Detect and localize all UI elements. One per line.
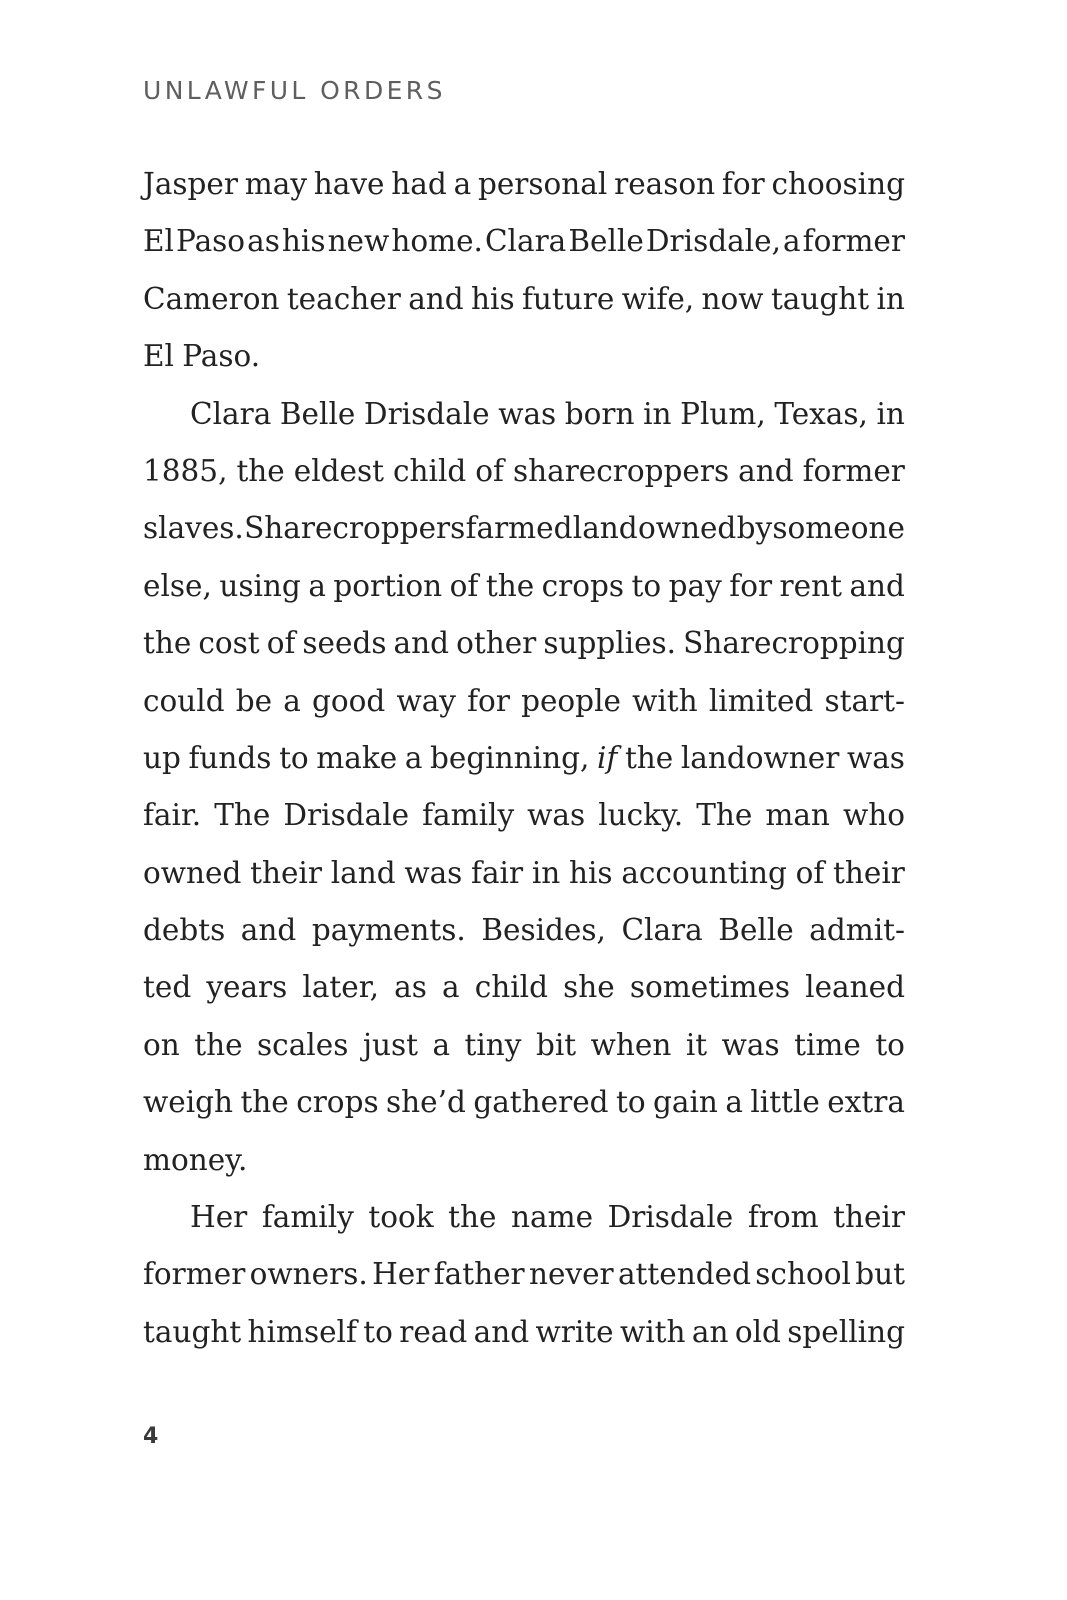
word: was <box>404 855 463 890</box>
word: Besides, <box>481 913 606 948</box>
word: the <box>236 453 285 488</box>
word: scales <box>257 1027 349 1062</box>
word: crops <box>296 1085 379 1120</box>
word: it <box>685 1027 708 1062</box>
word: Sharecropping <box>683 626 905 661</box>
word: land <box>330 855 396 890</box>
word: 1885, <box>143 453 228 488</box>
word: she <box>563 970 615 1005</box>
word: choosing <box>771 167 905 201</box>
word: read <box>399 1314 468 1349</box>
word: and <box>738 453 794 488</box>
word: wife, <box>621 281 695 316</box>
word: by <box>736 511 773 546</box>
word: their <box>833 1200 905 1235</box>
word: Jasper <box>143 167 238 201</box>
word: people <box>521 683 621 718</box>
word: The <box>214 798 271 833</box>
word: a <box>441 970 460 1005</box>
word: in <box>876 281 905 316</box>
text-line <box>143 615 905 672</box>
word: good <box>312 683 386 718</box>
word: a <box>453 167 472 201</box>
word: former <box>143 1257 246 1292</box>
word: was <box>721 1027 780 1062</box>
word: Clara <box>621 913 703 948</box>
word: a <box>783 224 801 259</box>
word: the <box>194 1027 243 1062</box>
word: taught <box>143 1314 242 1349</box>
word: and <box>849 568 905 603</box>
word: now <box>701 281 764 316</box>
word: be <box>235 683 273 718</box>
word: their <box>250 855 322 890</box>
word: later, <box>302 970 379 1005</box>
word: Belle <box>568 224 644 259</box>
word: in <box>876 396 905 431</box>
word: weigh <box>143 1085 234 1120</box>
text-line <box>143 1017 905 1074</box>
word: former <box>802 224 905 259</box>
word: start- <box>824 683 905 718</box>
word: using <box>219 568 301 603</box>
page-number: 4 <box>143 1424 159 1449</box>
word: himself <box>247 1314 357 1349</box>
word: Her <box>190 1200 248 1235</box>
word: personal <box>477 167 608 201</box>
text-line <box>143 1074 905 1131</box>
word: to <box>363 1314 393 1349</box>
text-line <box>143 1132 905 1189</box>
word: a <box>283 683 301 718</box>
word: Plum, <box>680 396 766 431</box>
word: up <box>143 740 181 775</box>
word: name <box>511 1200 594 1235</box>
word: of <box>266 626 296 661</box>
word: Clara <box>484 224 567 259</box>
word: farmed <box>465 511 573 546</box>
word: family <box>261 1200 354 1235</box>
word: portion <box>333 568 443 603</box>
word: Drisdale <box>607 1200 734 1235</box>
word: payments. <box>311 913 466 948</box>
word: extra <box>827 1085 905 1120</box>
word: child <box>393 453 467 488</box>
word: a <box>432 1027 451 1062</box>
word: she’d <box>386 1085 466 1120</box>
word: new <box>327 224 390 259</box>
word: with <box>632 683 698 718</box>
text-line <box>143 1189 905 1246</box>
word: as <box>247 224 280 259</box>
word: rent <box>779 568 842 603</box>
text-line <box>143 1304 905 1361</box>
word: in <box>643 396 672 431</box>
word: Texas, <box>774 396 868 431</box>
word: landowner <box>680 740 840 775</box>
word: family <box>422 798 515 833</box>
word: spelling <box>787 1314 905 1349</box>
word: have <box>313 167 385 201</box>
word: gathered <box>473 1085 609 1120</box>
word: had <box>391 167 447 201</box>
word: may <box>244 167 308 201</box>
word: crops <box>541 568 625 603</box>
word: supplies. <box>543 626 677 661</box>
word: bit <box>535 1027 577 1062</box>
running-head: UNLAWFUL ORDERS <box>143 76 446 105</box>
word: cost <box>198 626 260 661</box>
word: limited <box>708 683 814 718</box>
word: Clara <box>190 396 272 431</box>
word: reason <box>614 167 716 201</box>
word: fair. <box>143 798 202 833</box>
word: time <box>794 1027 861 1062</box>
word: the <box>143 626 192 661</box>
word: with <box>619 1314 686 1349</box>
word: other <box>456 626 537 661</box>
word: owned <box>637 511 737 546</box>
word: land <box>572 511 638 546</box>
text-line <box>143 787 905 844</box>
word: his <box>281 224 326 259</box>
word: Paso <box>176 224 246 259</box>
word: else, <box>143 568 212 603</box>
word: beginning, <box>430 740 590 775</box>
word: of <box>449 568 479 603</box>
word: make <box>316 740 398 775</box>
text-line <box>143 271 905 328</box>
word: future <box>522 281 615 316</box>
word: slaves. <box>143 511 244 546</box>
text-line <box>143 1246 905 1303</box>
word: born <box>564 396 635 431</box>
word: Belle <box>279 396 356 431</box>
word: could <box>143 683 225 718</box>
word: money. <box>143 1142 248 1177</box>
word: on <box>143 1027 180 1062</box>
word: teacher <box>286 281 401 316</box>
text-line <box>143 845 905 902</box>
word: eldest <box>293 453 384 488</box>
word: Belle <box>718 913 794 948</box>
text-line <box>143 959 905 1016</box>
word: man <box>765 798 830 833</box>
word: old <box>734 1314 781 1349</box>
word: father <box>433 1257 525 1292</box>
word: the <box>624 740 674 775</box>
word: from <box>747 1200 819 1235</box>
word: of <box>795 855 825 890</box>
text-line <box>143 902 905 959</box>
word: owners. <box>249 1257 368 1292</box>
word: for <box>721 167 765 201</box>
body-text <box>143 156 905 1361</box>
word: El <box>143 224 174 259</box>
word: former <box>802 453 905 488</box>
word: who <box>842 798 905 833</box>
word: of <box>475 453 504 488</box>
text-line <box>143 328 905 385</box>
word: sometimes <box>629 970 791 1005</box>
text-line <box>143 558 905 615</box>
word: his <box>471 281 515 316</box>
word: way <box>396 683 456 718</box>
word: just <box>362 1027 418 1062</box>
word: Drisdale <box>283 798 410 833</box>
word: Drisdale, <box>645 224 781 259</box>
word: little <box>750 1085 820 1120</box>
word: was <box>846 740 905 775</box>
word: never <box>528 1257 614 1292</box>
word: tiny <box>464 1027 522 1062</box>
word: their <box>833 855 905 890</box>
word: his <box>569 855 613 890</box>
word: a <box>404 740 423 775</box>
word: the <box>240 1085 289 1120</box>
word: Cameron <box>143 281 280 316</box>
word: gain <box>653 1085 718 1120</box>
text-line <box>143 443 905 500</box>
word: Sharecroppers <box>244 511 466 546</box>
word: sharecroppers <box>512 453 730 488</box>
word: pay <box>668 568 722 603</box>
word: leaned <box>805 970 905 1005</box>
word: and <box>473 1314 530 1349</box>
word: and <box>240 913 297 948</box>
word: child <box>474 970 548 1005</box>
word: the <box>485 568 535 603</box>
word: to <box>615 1085 646 1120</box>
word: a <box>308 568 326 603</box>
word: ted <box>143 970 192 1005</box>
word: when <box>590 1027 672 1062</box>
word: was <box>498 396 557 431</box>
word: school <box>755 1257 851 1292</box>
text-line <box>143 156 905 213</box>
word: to <box>875 1027 905 1062</box>
word: lucky. <box>598 798 684 833</box>
text-line <box>143 386 905 443</box>
word: years <box>206 970 288 1005</box>
text-line <box>143 213 905 270</box>
word: for <box>467 683 510 718</box>
word: in <box>531 855 561 890</box>
italic-word: if <box>596 740 618 775</box>
text-line <box>143 500 905 557</box>
word: Paso. <box>182 339 261 374</box>
word: write <box>535 1314 614 1349</box>
text-line <box>143 730 905 787</box>
word: owned <box>143 855 242 890</box>
word: fair <box>471 855 524 890</box>
word: as <box>394 970 427 1005</box>
word: attended <box>617 1257 751 1292</box>
word: El <box>143 339 174 374</box>
word: a <box>725 1085 743 1120</box>
word: took <box>368 1200 434 1235</box>
word: and <box>393 626 450 661</box>
word: for <box>729 568 773 603</box>
word: Her <box>372 1257 430 1292</box>
word: was <box>527 798 586 833</box>
word: someone <box>772 511 905 546</box>
word: to <box>279 740 309 775</box>
word: the <box>448 1200 497 1235</box>
word: home. <box>391 224 483 259</box>
word: accounting <box>621 855 787 890</box>
word: and <box>408 281 464 316</box>
text-line <box>143 673 905 730</box>
word: The <box>696 798 753 833</box>
word: funds <box>188 740 272 775</box>
word: an <box>691 1314 729 1349</box>
word: debts <box>143 913 226 948</box>
word: Drisdale <box>363 396 490 431</box>
word: to <box>631 568 662 603</box>
word: but <box>855 1257 905 1292</box>
word: admit- <box>809 913 905 948</box>
word: seeds <box>302 626 387 661</box>
word: taught <box>770 281 870 316</box>
